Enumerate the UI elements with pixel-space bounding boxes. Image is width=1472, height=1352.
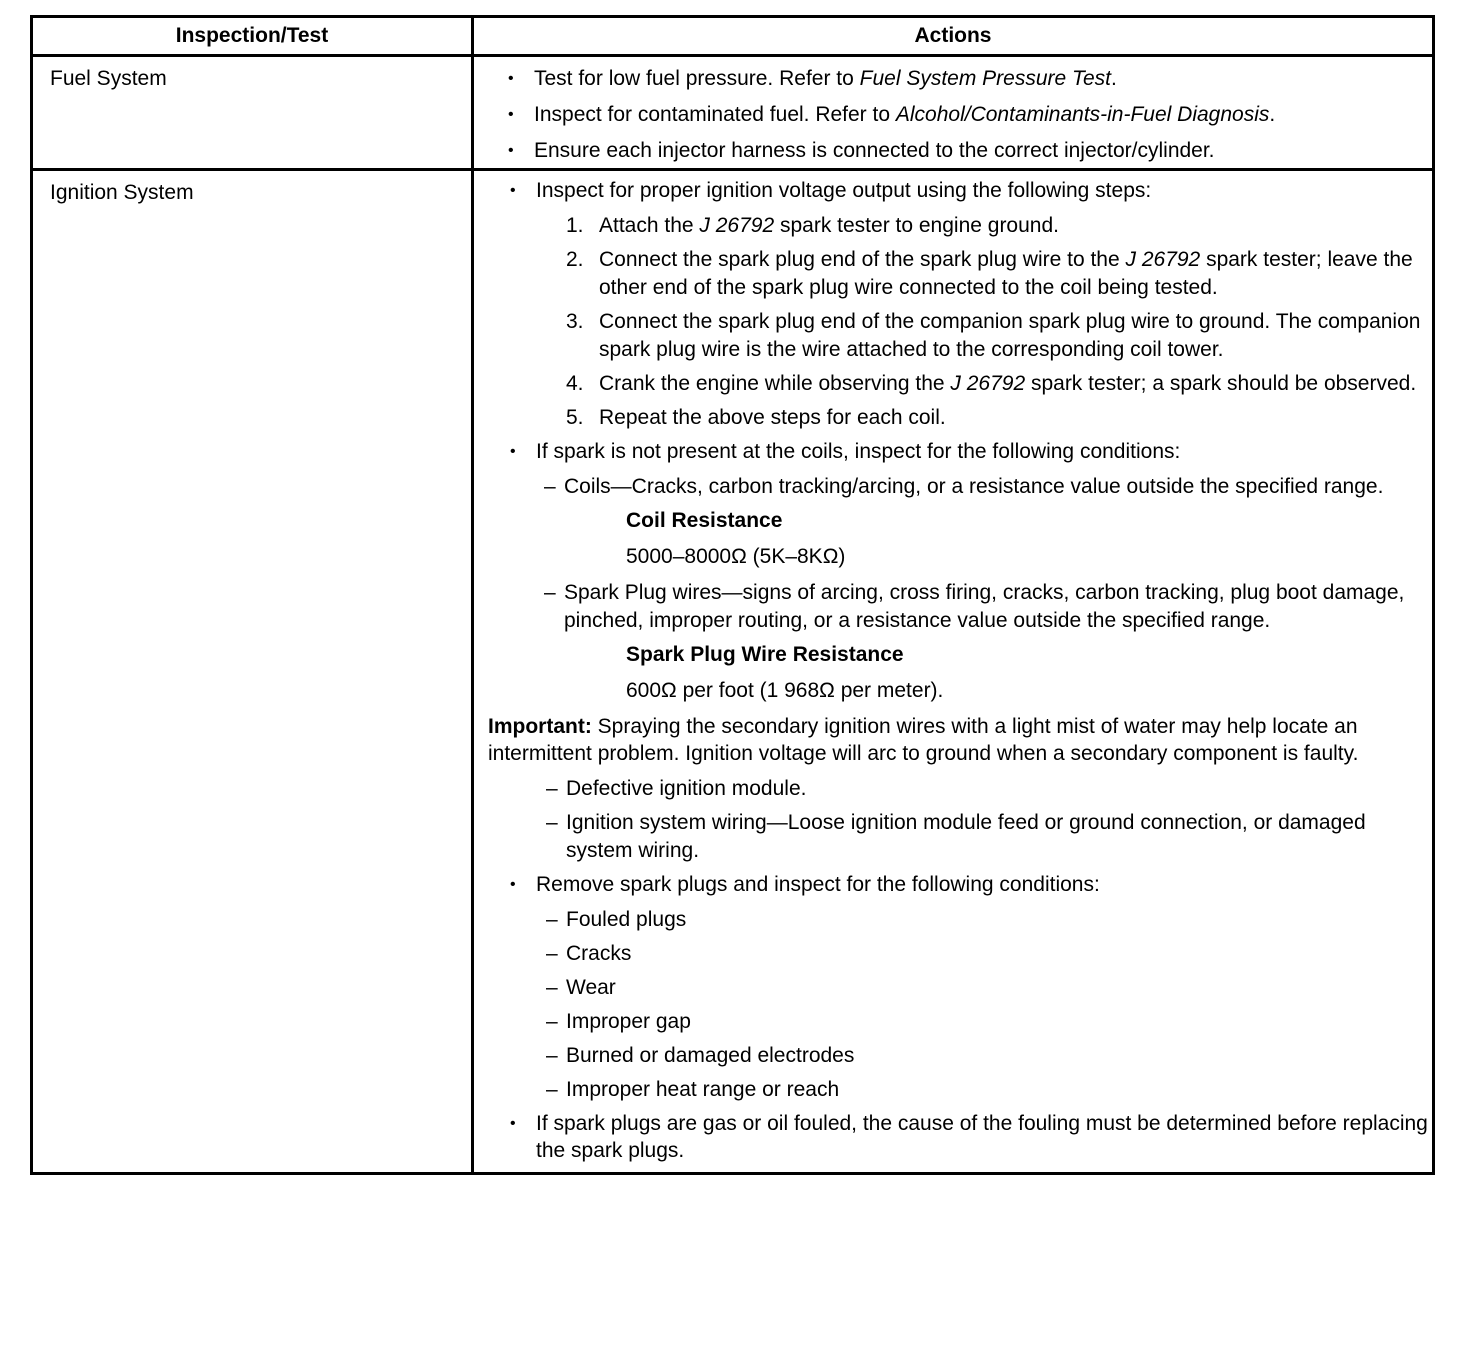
bullet-icon: • — [510, 182, 516, 199]
step-item: 4. Crank the engine while observing the J 26792 spark tester; a spark should be observed. — [566, 372, 1417, 395]
bullet-icon: • — [508, 142, 514, 159]
dash-icon: – — [546, 811, 558, 834]
plug-condition-item: – Burned or damaged electrodes — [488, 1042, 1432, 1070]
ignition-system-actions — [474, 171, 1432, 1172]
list-item: • Remove spark plugs and inspect for the following conditions: — [510, 873, 1100, 896]
reference-link: Fuel System Pressure Test — [859, 67, 1111, 90]
list-item: • Test for low fuel pressure. Refer to Fuel System Pressure Test. — [508, 67, 1117, 90]
dash-icon: – — [546, 976, 558, 999]
dash-icon: – — [546, 777, 558, 800]
dash-icon: – — [546, 1010, 558, 1033]
bullet-icon: • — [510, 1115, 516, 1132]
bullet-icon: • — [510, 443, 516, 460]
dash-icon: – — [546, 1044, 558, 1067]
dash-icon: – — [544, 475, 556, 498]
plug-condition-item: – Fouled plugs — [488, 906, 1432, 934]
fuel-system-actions — [474, 57, 1432, 168]
wire-spec-value: 600Ω per foot (1 968Ω per meter). — [626, 679, 944, 702]
condition-item: – Spark Plug wires—signs of arcing, cross firing, cracks, carbon tracking, plug boot damage, pinched, improper routing, or a resistance value outside the specified range. — [488, 579, 1432, 635]
bullet-icon: • — [510, 876, 516, 893]
table-header-row — [33, 18, 1432, 54]
list-item: • Inspect for contaminated fuel. Refer to Alcohol/Contaminants-in-Fuel Diagnosis. — [508, 103, 1276, 126]
tool-number: J 26792 — [1125, 248, 1201, 271]
list-item: • If spark plugs are gas or oil fouled, the cause of the fouling must be determined before replacing the spark plugs. — [510, 1112, 1428, 1162]
dash-icon: – — [546, 1078, 558, 1101]
ignition-system-label: Ignition System — [50, 181, 194, 204]
header-actions: Actions — [914, 24, 992, 47]
coil-spec-title: Coil Resistance — [626, 509, 783, 532]
table-row-ignition-system — [33, 168, 1432, 1172]
condition-item: – Defective ignition module. — [488, 775, 1432, 803]
inspection-table — [30, 15, 1435, 1175]
step-item: 2. Connect the spark plug end of the spark plug wire to the J 26792 spark tester; leave the other end of the spark plug wire connected to the coil being tested. — [566, 248, 1413, 299]
fuel-system-label: Fuel System — [50, 67, 167, 90]
coil-spec-value: 5000–8000Ω (5K–8KΩ) — [626, 545, 846, 568]
condition-item: – Ignition system wiring—Loose ignition module feed or ground connection, or damaged system wiring. — [488, 809, 1432, 865]
header-inspection-test: Inspection/Test — [33, 18, 474, 54]
wire-spec-title: Spark Plug Wire Resistance — [626, 643, 904, 666]
step-item: 3. Connect the spark plug end of the companion spark plug wire to ground. The companion spark plug wire is the wire attached to the corresponding coil tower. — [566, 310, 1421, 361]
list-item: • Inspect for proper ignition voltage output using the following steps: — [510, 179, 1152, 202]
list-item: • Ensure each injector harness is connected to the correct injector/cylinder. — [508, 139, 1215, 162]
table-row-fuel-system — [33, 54, 1432, 168]
dash-icon: – — [546, 942, 558, 965]
dash-icon: – — [544, 581, 556, 604]
tool-number: J 26792 — [699, 214, 775, 237]
important-label: Important: — [488, 715, 592, 738]
plug-condition-item: – Wear — [488, 974, 1432, 1002]
reference-link: Alcohol/Contaminants-in-Fuel Diagnosis — [895, 103, 1270, 126]
bullet-icon: • — [508, 106, 514, 123]
bullet-icon: • — [508, 70, 514, 87]
plug-condition-item: – Improper heat range or reach — [488, 1076, 1432, 1104]
plug-condition-item: – Improper gap — [488, 1008, 1432, 1036]
tool-number: J 26792 — [950, 372, 1026, 395]
dash-icon: – — [546, 908, 558, 931]
plug-condition-item: – Cracks — [488, 940, 1432, 968]
step-item: 5. Repeat the above steps for each coil. — [566, 406, 946, 429]
condition-item: – Coils—Cracks, carbon tracking/arcing, or a resistance value outside the specified range. — [488, 473, 1432, 501]
important-note: Important: Spraying the secondary ignition wires with a light mist of water may help locate an intermittent problem. Ignition voltage will arc to ground when a secondary component is faulty. — [488, 715, 1359, 765]
list-item: • If spark is not present at the coils, inspect for the following conditions: — [510, 440, 1181, 463]
step-item: 1. Attach the J 26792 spark tester to engine ground. — [566, 214, 1059, 237]
